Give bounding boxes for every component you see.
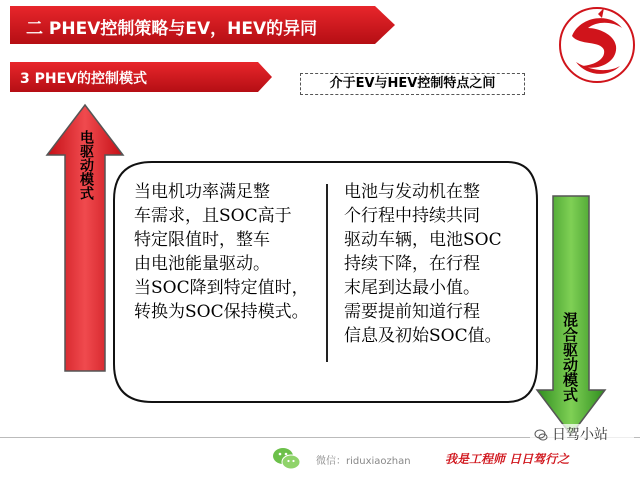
text-line: 电池与发动机在整 xyxy=(344,182,480,202)
text-line: 由电池能量驱动。 xyxy=(134,254,270,274)
text-line: 特定限值时，整车 xyxy=(134,230,270,250)
text-line: 持续下降，在行程 xyxy=(344,254,480,274)
watermark-chat-icon xyxy=(534,428,548,442)
hybrid-drive-mode-label: 混合驱动模式 xyxy=(561,312,579,402)
text-line: 车需求，且SOC高于 xyxy=(134,206,292,226)
text-line: 需要提前知道行程 xyxy=(344,302,480,322)
header-banner xyxy=(10,6,395,44)
page-title: 二 PHEV控制策略与EV，HEV的异同 xyxy=(26,19,318,39)
column-divider xyxy=(326,184,328,362)
text-line: 驱动车辆，电池SOC xyxy=(344,230,502,250)
text-line: 当SOC降到特定值时， xyxy=(134,278,309,298)
text-line: 信息及初始SOC值。 xyxy=(344,326,502,346)
watermark-text: 日驾小站 xyxy=(552,427,608,443)
callout-box xyxy=(300,73,525,95)
text-line: 末尾到达最小值。 xyxy=(344,278,480,298)
wechat-id: 微信：riduxiaozhan xyxy=(316,456,411,467)
hybrid-mode-description xyxy=(344,180,502,348)
text-line: 个行程中持续共同 xyxy=(344,206,480,226)
text-line: 当电机功率满足整 xyxy=(134,182,270,202)
electric-drive-mode-label: 电驱动模式 xyxy=(78,130,94,200)
electric-mode-description xyxy=(134,180,309,324)
footer-slogan: 我是工程师 日日驾行之 xyxy=(445,452,570,466)
wechat-icon xyxy=(272,446,302,472)
section-title: 3 PHEV的控制模式 xyxy=(20,71,147,87)
section-banner xyxy=(10,62,272,92)
text-line: 转换为SOC保持模式。 xyxy=(134,302,309,322)
brand-logo-icon xyxy=(558,6,636,84)
callout-text: 介于EV与HEV控制特点之间 xyxy=(329,76,496,91)
